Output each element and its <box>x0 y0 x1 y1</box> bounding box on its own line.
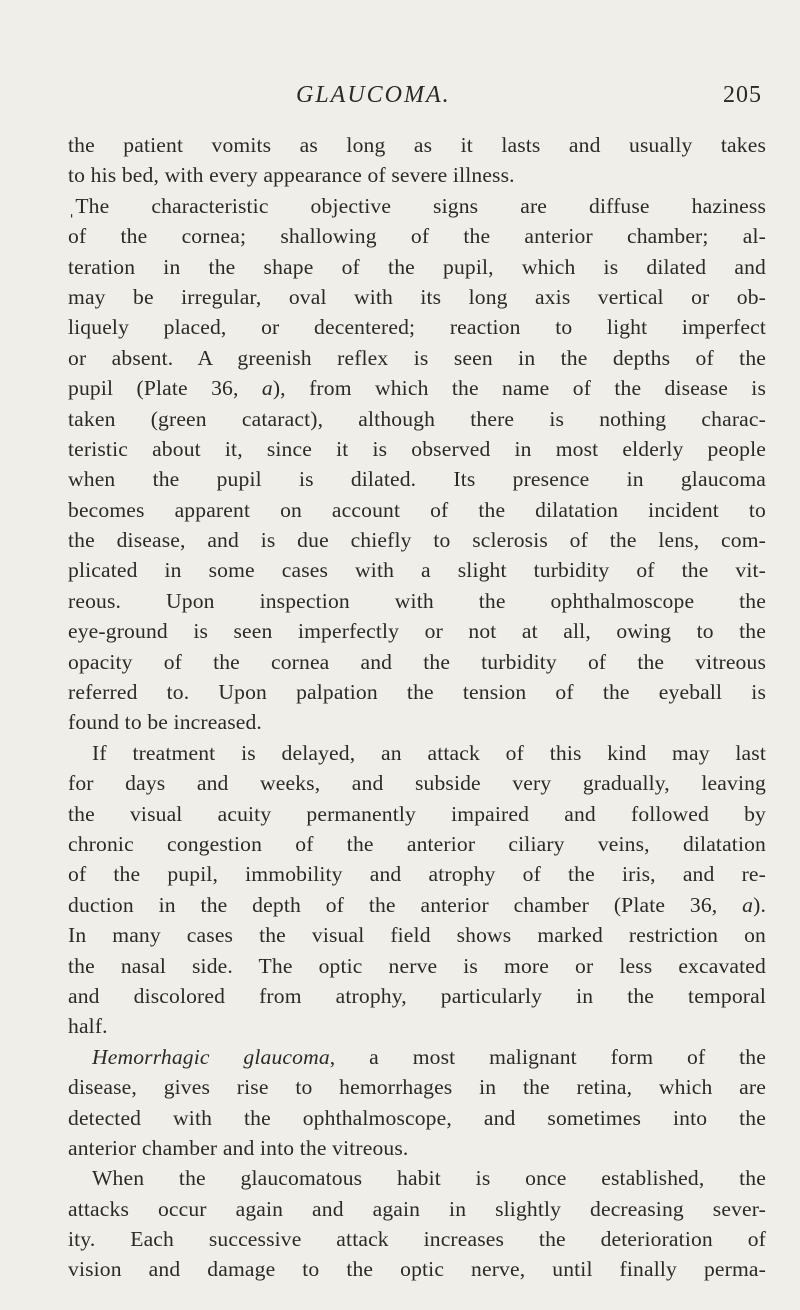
text-line: When the glaucomatous habit is once established, the <box>92 1166 766 1191</box>
text-line: ity. Each successive attack increases the deterioration of <box>68 1227 766 1252</box>
text-line: eye-ground is seen imperfectly or not at all, owing to the <box>68 619 766 644</box>
body-text <box>68 130 766 1285</box>
plate-ref-italic: a <box>261 376 273 401</box>
hemorrhagic-term-italic: Hemorrhagic glaucoma <box>92 1044 330 1069</box>
text-line-hemorrhagic: Hemorrhagic glaucoma, a most malignant form of the <box>92 1044 766 1069</box>
text-line: liquely placed, or decentered; reaction to light imperfect <box>68 315 766 340</box>
text-line: reous. Upon inspection with the ophthalmoscope the <box>68 588 766 613</box>
text-line: becomes apparent on account of the dilatation incident to <box>68 497 766 522</box>
text-line: the nasal side. The optic nerve is more or less excavated <box>68 953 766 978</box>
text-line: the disease, and is due chiefly to sclerosis of the lens, com- <box>68 528 766 553</box>
text-line: plicated in some cases with a slight turbidity of the vit- <box>68 558 766 583</box>
text-line: or absent. A greenish reflex is seen in the depths of the <box>68 345 766 370</box>
text-line: when the pupil is dilated. Its presence in glaucoma <box>68 467 766 492</box>
running-head <box>60 82 770 116</box>
text-line: anterior chamber and into the vitreous. <box>68 1135 409 1160</box>
text-line: ˌThe characteristic objective signs are diffuse haziness <box>68 193 766 218</box>
plate-ref-italic: a <box>742 892 754 917</box>
text-line: teration in the shape of the pupil, which is dilated and <box>68 254 766 279</box>
text-line: for days and weeks, and subside very gradually, leaving <box>68 771 766 796</box>
text-line: teristic about it, since it is observed in most elderly people <box>68 436 766 461</box>
text-line: vision and damage to the optic nerve, until finally perma- <box>68 1257 766 1282</box>
text-line: In many cases the visual field shows marked restriction on <box>68 923 766 948</box>
text-line: chronic congestion of the anterior ciliary veins, dilatation <box>68 831 766 856</box>
text-line: If treatment is delayed, an attack of this kind may last <box>92 740 766 765</box>
text-line: found to be increased. <box>68 710 262 735</box>
text-line: and discolored from atrophy, particularly in the temporal <box>68 983 766 1008</box>
text-line: to his bed, with every appearance of severe illness. <box>68 163 515 188</box>
text-line: taken (green cataract), although there is nothing charac- <box>68 406 766 431</box>
text-line: opacity of the cornea and the turbidity of the vitreous <box>68 649 766 674</box>
text-line: disease, gives rise to hemorrhages in the retina, which are <box>68 1075 766 1100</box>
text-line: the visual acuity permanently impaired and followed by <box>68 801 766 826</box>
running-title: GLAUCOMA. <box>296 82 451 108</box>
text-line: attacks occur again and again in slightly decreasing sever- <box>68 1196 766 1221</box>
text-line: detected with the ophthalmoscope, and sometimes into the <box>68 1105 766 1130</box>
text-line: of the cornea; shallowing of the anterior chamber; al- <box>68 224 766 249</box>
text-line: half. <box>68 1014 108 1039</box>
text-line: the patient vomits as long as it lasts and usually takes <box>68 133 766 157</box>
text-line-plate-ref: pupil (Plate 36, a), from which the name of the disease is <box>68 376 767 401</box>
page-number: 205 <box>723 82 762 108</box>
text-line: of the pupil, immobility and atrophy of the iris, and re- <box>68 862 766 887</box>
text-line-plate-ref: duction in the depth of the anterior chamber (Plate 36, a). <box>68 892 766 917</box>
text-line: may be irregular, oval with its long axis vertical or ob- <box>68 284 766 309</box>
text-line: referred to. Upon palpation the tension of the eyeball is <box>68 680 766 705</box>
